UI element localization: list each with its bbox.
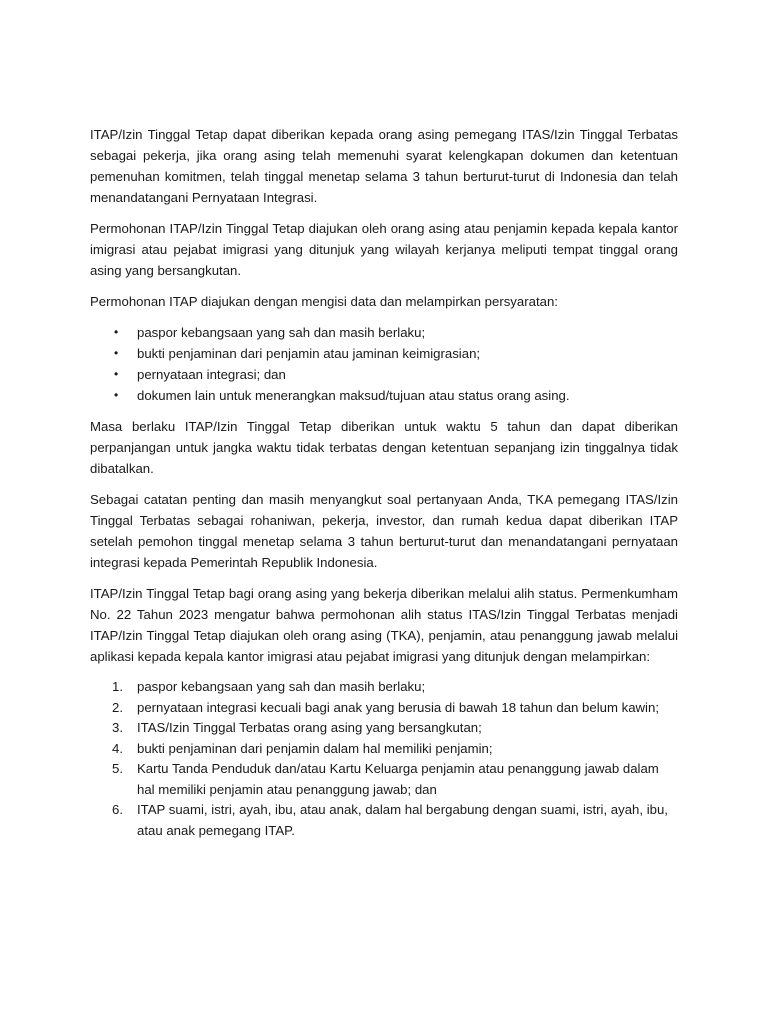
list-item-text: pernyataan integrasi; dan (137, 367, 286, 382)
bullet-icon: • (114, 346, 119, 360)
list-item-text: ITAS/Izin Tinggal Terbatas orang asing yang bersangkutan; (137, 720, 482, 735)
list-number: 5. (112, 761, 123, 776)
paragraph-requirements-intro: Permohonan ITAP diajukan dengan mengisi data dan melampirkan persyaratan: (90, 294, 558, 309)
list-item (90, 759, 678, 800)
requirements-bullet-list (90, 322, 678, 406)
list-item-text: Kartu Tanda Penduduk dan/atau Kartu Keluarga penjamin atau penanggung jawab dalam hal memiliki penjamin atau penanggung jawab; dan (137, 761, 659, 797)
list-item-text: bukti penjaminan dari penjamin atau jaminan keimigrasian; (137, 346, 481, 361)
list-item-text: pernyataan integrasi kecuali bagi anak yang berusia di bawah 18 tahun dan belum kawin; (137, 699, 659, 715)
document-page (90, 124, 678, 841)
list-item (90, 343, 678, 364)
list-number: 4. (112, 740, 123, 756)
list-item-text: dokumen lain untuk menerangkan maksud/tujuan atau status orang asing. (137, 388, 570, 403)
bullet-icon: • (114, 388, 119, 402)
list-item-text: paspor kebangsaan yang sah dan masih berlaku; (137, 679, 426, 694)
bullet-icon: • (114, 325, 119, 339)
paragraph-itap-application: Permohonan ITAP/Izin Tinggal Tetap diajukan oleh orang asing atau penjamin kepada kepala kantor imigrasi atau pejabat imigrasi yang ditunjuk yang wilayah kerjanya meliputi tempat tinggal orang asing yang bersangkutan. (90, 221, 678, 278)
list-item (90, 718, 678, 739)
list-item-text: bukti penjaminan dari penjamin dalam hal memiliki penjamin; (137, 740, 493, 756)
list-item (90, 322, 678, 343)
list-number: 3. (112, 720, 123, 735)
paragraph-important-note: Sebagai catatan penting dan masih menyangkut soal pertanyaan Anda, TKA pemegang ITAS/Izin Tinggal Terbatas sebagai rohaniwan, pekerja, investor, dan rumah kedua dapat diberikan ITAP setelah pemohon tinggal menetap selama 3 tahun berturut-turut dan menandatangani pernyataan integrasi kepada Pemerintah Republik Indonesia. (90, 492, 678, 570)
list-number: 2. (112, 699, 123, 715)
paragraph-status-transfer: ITAP/Izin Tinggal Tetap bagi orang asing yang bekerja diberikan melalui alih status. Permenkumham No. 22 Tahun 2023 mengatur bahwa permohonan alih status ITAS/Izin Tinggal Terbatas menjadi ITAP/Izin Tinggal Tetap diajukan oleh orang asing (TKA), penjamin, atau penanggung jawab melalui aplikasi kepada kepala kantor imigrasi atau pejabat imigrasi yang ditunjuk dengan melampirkan: (90, 586, 678, 664)
list-number: 6. (112, 802, 123, 817)
list-item (90, 677, 678, 698)
list-item (90, 385, 678, 406)
paragraph-itap-eligibility: ITAP/Izin Tinggal Tetap dapat diberikan kepada orang asing pemegang ITAS/Izin Tinggal Terbatas sebagai pekerja, jika orang asing telah memenuhi syarat kelengkapan dokumen dan ketentuan pemenuhan komitmen, telah tinggal menetap selama 3 tahun berturut-turut di Indonesia dan telah menandatangani Pernyataan Integrasi. (90, 127, 678, 205)
list-number: 1. (112, 679, 123, 694)
paragraph-validity-period: Masa berlaku ITAP/Izin Tinggal Tetap diberikan untuk waktu 5 tahun dan dapat diberikan perpanjangan untuk jangka waktu tidak terbatas dengan ketentuan sepanjang izin tinggalnya tidak dibatalkan. (90, 419, 678, 476)
list-item-text: paspor kebangsaan yang sah dan masih berlaku; (137, 325, 426, 340)
list-item (90, 800, 678, 841)
list-item (90, 739, 678, 760)
bullet-icon: • (114, 367, 119, 381)
list-item (90, 698, 678, 719)
list-item (90, 364, 678, 385)
attachments-numbered-list (90, 677, 678, 841)
list-item-text: ITAP suami, istri, ayah, ibu, atau anak, dalam hal bergabung dengan suami, istri, ayah, ibu, atau anak pemegang ITAP. (137, 802, 668, 838)
